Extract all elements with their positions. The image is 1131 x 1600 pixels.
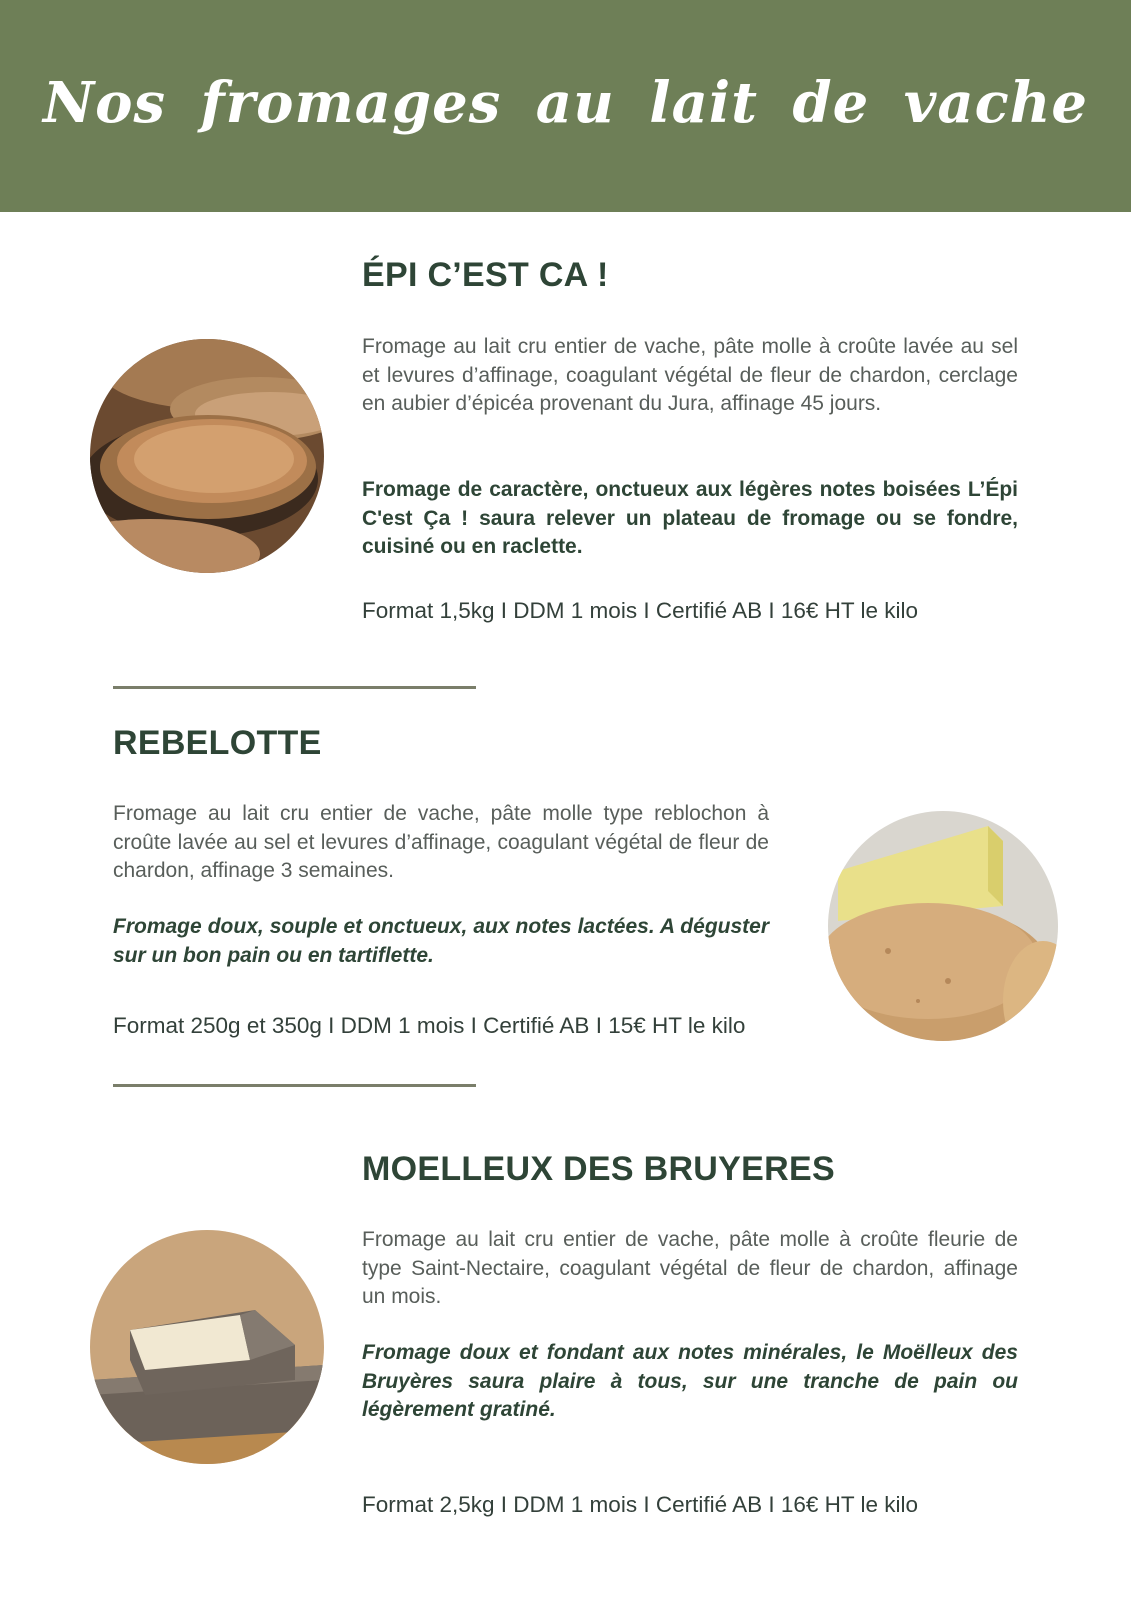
page-header <box>0 0 1131 212</box>
section-divider <box>113 686 476 689</box>
product-name: ÉPI C’EST CA ! <box>362 256 609 294</box>
product-name: MOELLEUX DES BRUYERES <box>362 1150 835 1188</box>
rebelotte-cheese-photo <box>828 811 1058 1041</box>
product-format: Format 2,5kg I DDM 1 mois I Certifié AB I 16€ HT le kilo <box>362 1492 919 1517</box>
section-divider <box>113 1084 476 1087</box>
product-tasting-note: Fromage doux, souple et onctueux, aux notes lactées. A déguster sur un bon pain ou en tartiflette. <box>113 915 769 967</box>
product-format: Format 1,5kg I DDM 1 mois I Certifié AB I 16€ HT le kilo <box>362 598 919 623</box>
product-tasting-note: Fromage doux et fondant aux notes minérales, le Moëlleux des Bruyères saura plaire à tous, sur une tranche de pain ou légèrement gratiné. <box>362 1341 1018 1421</box>
page-title: Nos fromages au lait de vache <box>42 70 1089 136</box>
moelleux-cheese-photo <box>90 1230 324 1464</box>
product-description: Fromage au lait cru entier de vache, pâte molle à croûte lavée au sel et levures d’affinage, coagulant végétal de fleur de chardon, cerclage en aubier d’épicéa provenant du Jura, affinage 45 jours. <box>362 335 1018 415</box>
product-description: Fromage au lait cru entier de vache, pâte molle à croûte fleurie de type Saint-Nectaire, coagulant végétal de fleur de chardon, affinage un mois. <box>362 1228 1018 1308</box>
product-description: Fromage au lait cru entier de vache, pâte molle type reblochon à croûte lavée au sel et levures d’affinage, coagulant végétal de fleur de chardon, affinage 3 semaines. <box>113 802 769 882</box>
product-format: Format 250g et 350g I DDM 1 mois I Certifié AB I 15€ HT le kilo <box>113 1013 746 1038</box>
product-tasting-note: Fromage de caractère, onctueux aux légères notes boisées L’Épi C'est Ça ! saura relever un plateau de fromage ou se fondre, cuisiné ou en raclette. <box>362 478 1018 558</box>
product-name: REBELOTTE <box>113 724 322 762</box>
epi-cheese-wheels-photo <box>90 339 324 573</box>
